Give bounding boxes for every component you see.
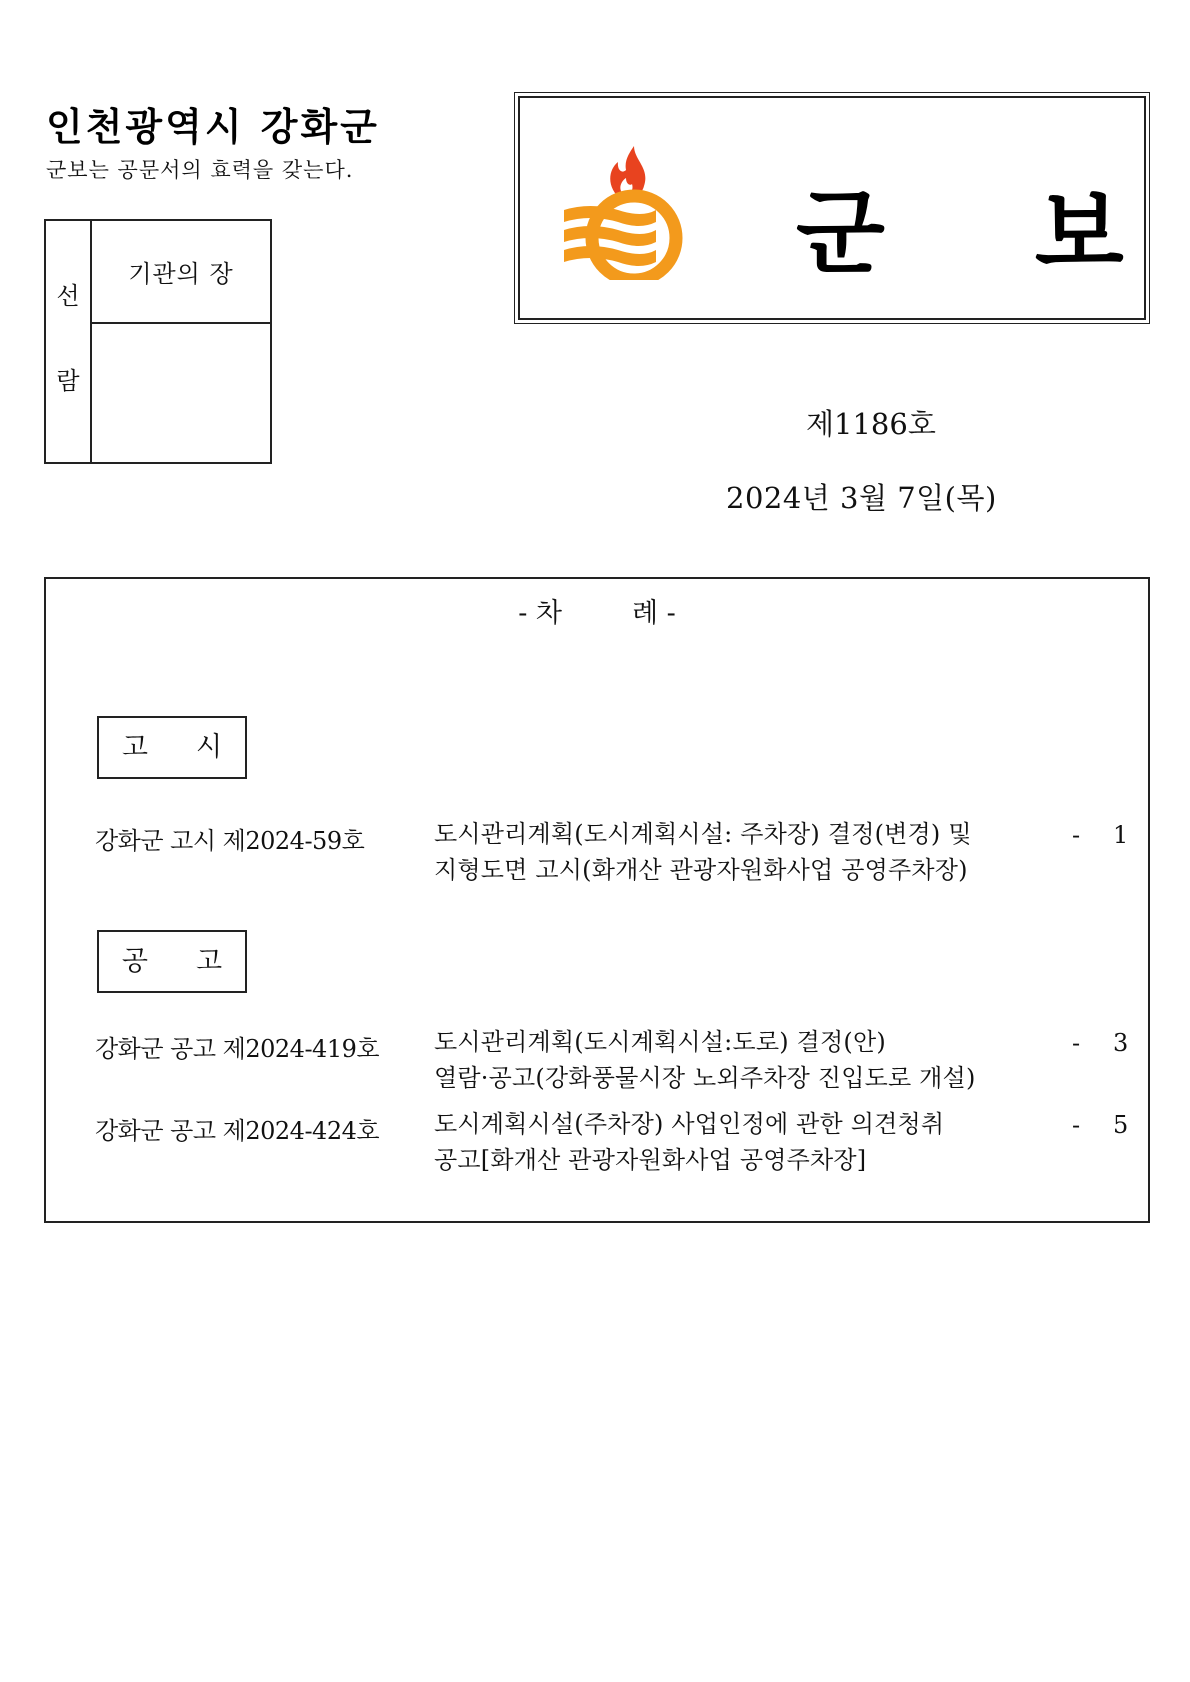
section-label-char: 시	[196, 732, 223, 763]
section-label-notification	[97, 716, 247, 779]
entry-dash: -	[1072, 821, 1081, 849]
entry-dash: -	[1072, 1111, 1081, 1139]
entry-title-line: 공고[화개산 관광자원화사업 공영주차장]	[434, 1146, 867, 1174]
title-text	[796, 160, 1124, 292]
review-head: 기관의 장	[92, 221, 270, 324]
entry-title-line: 열람·공고(강화풍물시장 노외주차장 진입도로 개설)	[434, 1064, 976, 1092]
issue-number: 제1186호	[806, 407, 936, 441]
entry-title[interactable]	[434, 1024, 1014, 1096]
title-box	[514, 92, 1150, 324]
entry-title[interactable]	[434, 816, 1014, 888]
entry-title[interactable]	[434, 1106, 1014, 1178]
title-part2: 보	[1034, 180, 1124, 287]
title-inner-frame	[518, 96, 1146, 320]
section-label-char: 고	[196, 946, 223, 977]
toc-title	[46, 591, 1148, 630]
gangwha-emblem-icon	[560, 140, 690, 280]
entry-title-line: 도시관리계획(도시계획시설:도로) 결정(안)	[434, 1028, 886, 1056]
entry-title-line: 도시관리계획(도시계획시설: 주차장) 결정(변경) 및	[434, 820, 972, 848]
entry-title-line: 도시계획시설(주차장) 사업인정에 관한 의견청취	[434, 1110, 945, 1138]
toc-title-right: 례 -	[632, 598, 676, 629]
entry-page: 3	[1113, 1029, 1129, 1057]
review-side-column	[46, 221, 92, 462]
section-label-char: 공	[121, 946, 148, 977]
section-label-char: 고	[121, 732, 148, 763]
title-part1: 군	[796, 180, 885, 287]
entry-number: 강화군 공고 제2024-419호	[95, 1035, 380, 1063]
section-label-announcement	[97, 930, 247, 993]
issue-date: 2024년 3월 7일(목)	[726, 481, 997, 515]
review-side-top: 선	[56, 282, 80, 310]
entry-title-line: 지형도면 고시(화개산 관광자원화사업 공영주차장)	[434, 856, 968, 884]
entry-number: 강화군 공고 제2024-424호	[95, 1117, 380, 1145]
entry-dash: -	[1072, 1029, 1081, 1057]
review-box	[44, 219, 272, 464]
table-of-contents	[44, 577, 1150, 1223]
entry-page: 5	[1113, 1111, 1129, 1139]
review-side-bottom: 람	[56, 367, 80, 395]
legal-notice: 군보는 공문서의 효력을 갖는다.	[46, 158, 354, 182]
toc-title-left: - 차	[518, 598, 562, 629]
org-name: 인천광역시 강화군	[46, 105, 380, 149]
entry-number: 강화군 고시 제2024-59호	[95, 827, 365, 855]
entry-page: 1	[1113, 821, 1129, 849]
